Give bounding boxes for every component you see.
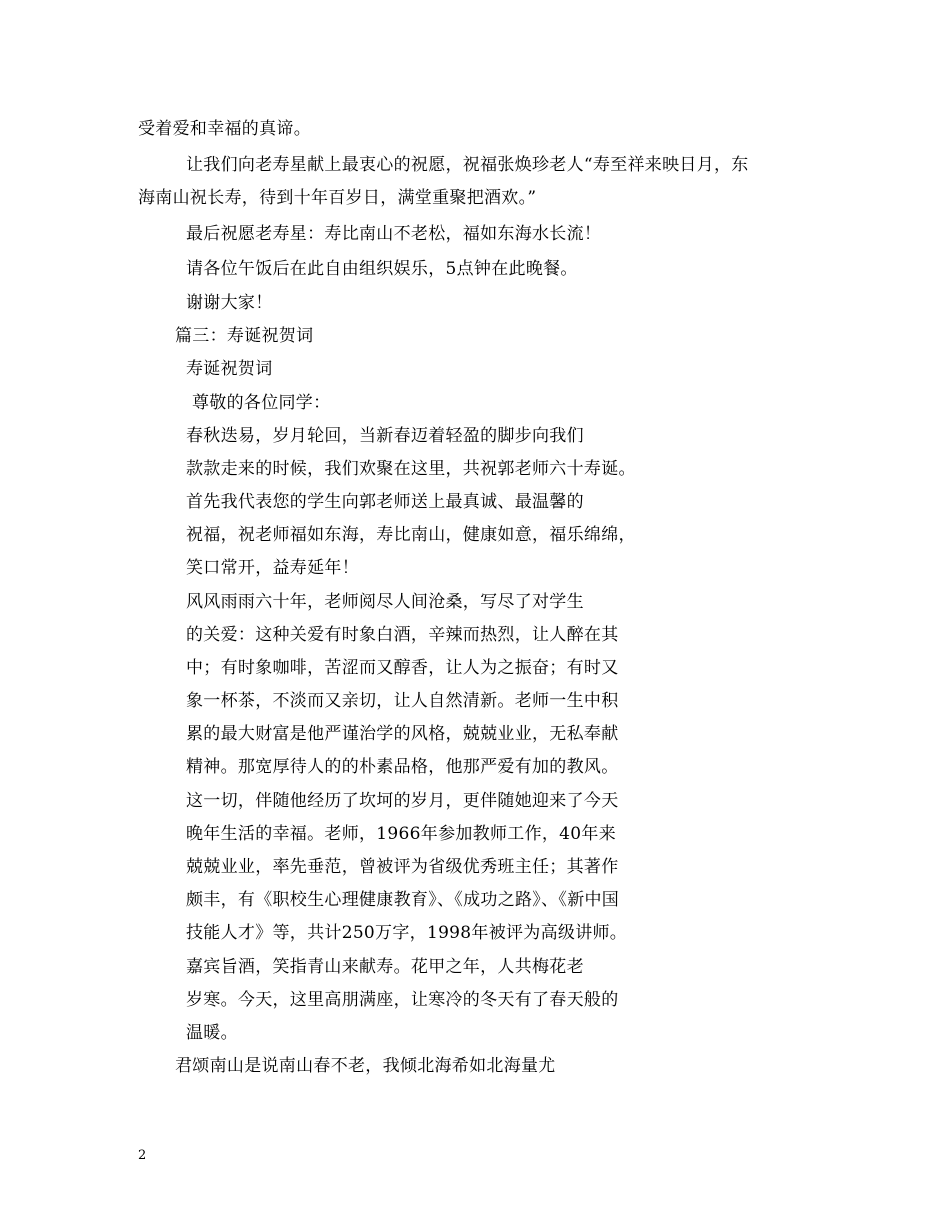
text-line: 精神。那宽厚待人的的朴素品格，他那严爱有加的教风。 xyxy=(186,757,619,777)
text-line: 的关爱：这种关爱有时象白酒，辛辣而热烈，让人醉在其 xyxy=(186,625,619,645)
text-line: 技能人才》等，共计250万字，1998年被评为高级讲师。 xyxy=(186,923,628,943)
text-line: 这一切，伴随他经历了坎坷的岁月，更伴随她迎来了今天 xyxy=(186,791,619,811)
text-line: 颇丰，有《职校生心理健康教育》、《成功之路》、《新中国 xyxy=(186,890,620,910)
text-line: 让我们向老寿星献上最衷心的祝愿，祝福张焕珍老人“寿至祥来映日月，东 xyxy=(186,155,749,175)
text-line: 祝福，祝老师福如东海，寿比南山，健康如意，福乐绵绵， xyxy=(186,525,636,545)
text-line: 春秋迭易，岁月轮回，当新春迈着轻盈的脚步向我们 xyxy=(186,426,584,446)
text-line: 最后祝愿老寿星：寿比南山不老松，福如东海水长流！ xyxy=(186,224,602,244)
text-line: 君颂南山是说南山春不老，我倾北海希如北海量尤 xyxy=(175,1056,556,1076)
text-line: 兢兢业业，率先垂范，曾被评为省级优秀班主任；其著作 xyxy=(186,857,619,877)
page-number: 2 xyxy=(138,1148,147,1163)
text-line: 风风雨雨六十年，老师阅尽人间沧桑，写尽了对学生 xyxy=(186,592,584,612)
text-line: 中；有时象咖啡，苦涩而又醇香，让人为之振奋；有时又 xyxy=(186,658,619,678)
text-line: 海南山祝长寿，待到十年百岁日，满堂重聚把酒欢。” xyxy=(138,188,537,208)
text-line: 岁寒。今天，这里高朋满座，让寒冷的冬天有了春天般的 xyxy=(186,990,619,1010)
text-line: 笑口常开，益寿延年！ xyxy=(186,558,359,578)
text-line: 谢谢大家！ xyxy=(186,293,273,313)
text-line: 温暖。 xyxy=(186,1023,238,1043)
text-line: 受着爱和幸福的真谛。 xyxy=(138,119,311,139)
section-heading: 篇三：寿诞祝贺词 xyxy=(175,326,314,346)
text-line: 请各位午饭后在此自由组织娱乐，5点钟在此晚餐。 xyxy=(186,259,578,279)
speech-title: 寿诞祝贺词 xyxy=(186,359,273,379)
text-line: 累的最大财富是他严谨治学的风格，兢兢业业，无私奉献 xyxy=(186,724,619,744)
text-line: 晚年生活的幸福。老师，1966年参加教师工作，40年来 xyxy=(186,824,616,844)
text-line: 首先我代表您的学生向郭老师送上最真诚、最温馨的 xyxy=(186,492,584,512)
text-line: 象一杯茶，不淡而又亲切，让人自然清新。老师一生中积 xyxy=(186,691,619,711)
text-line: 款款走来的时候，我们欢聚在这里，共祝郭老师六十寿诞。 xyxy=(186,459,636,479)
text-line: 嘉宾旨酒，笑指青山来献寿。花甲之年，人共梅花老 xyxy=(186,957,584,977)
salutation: 尊敬的各位同学： xyxy=(192,393,331,413)
